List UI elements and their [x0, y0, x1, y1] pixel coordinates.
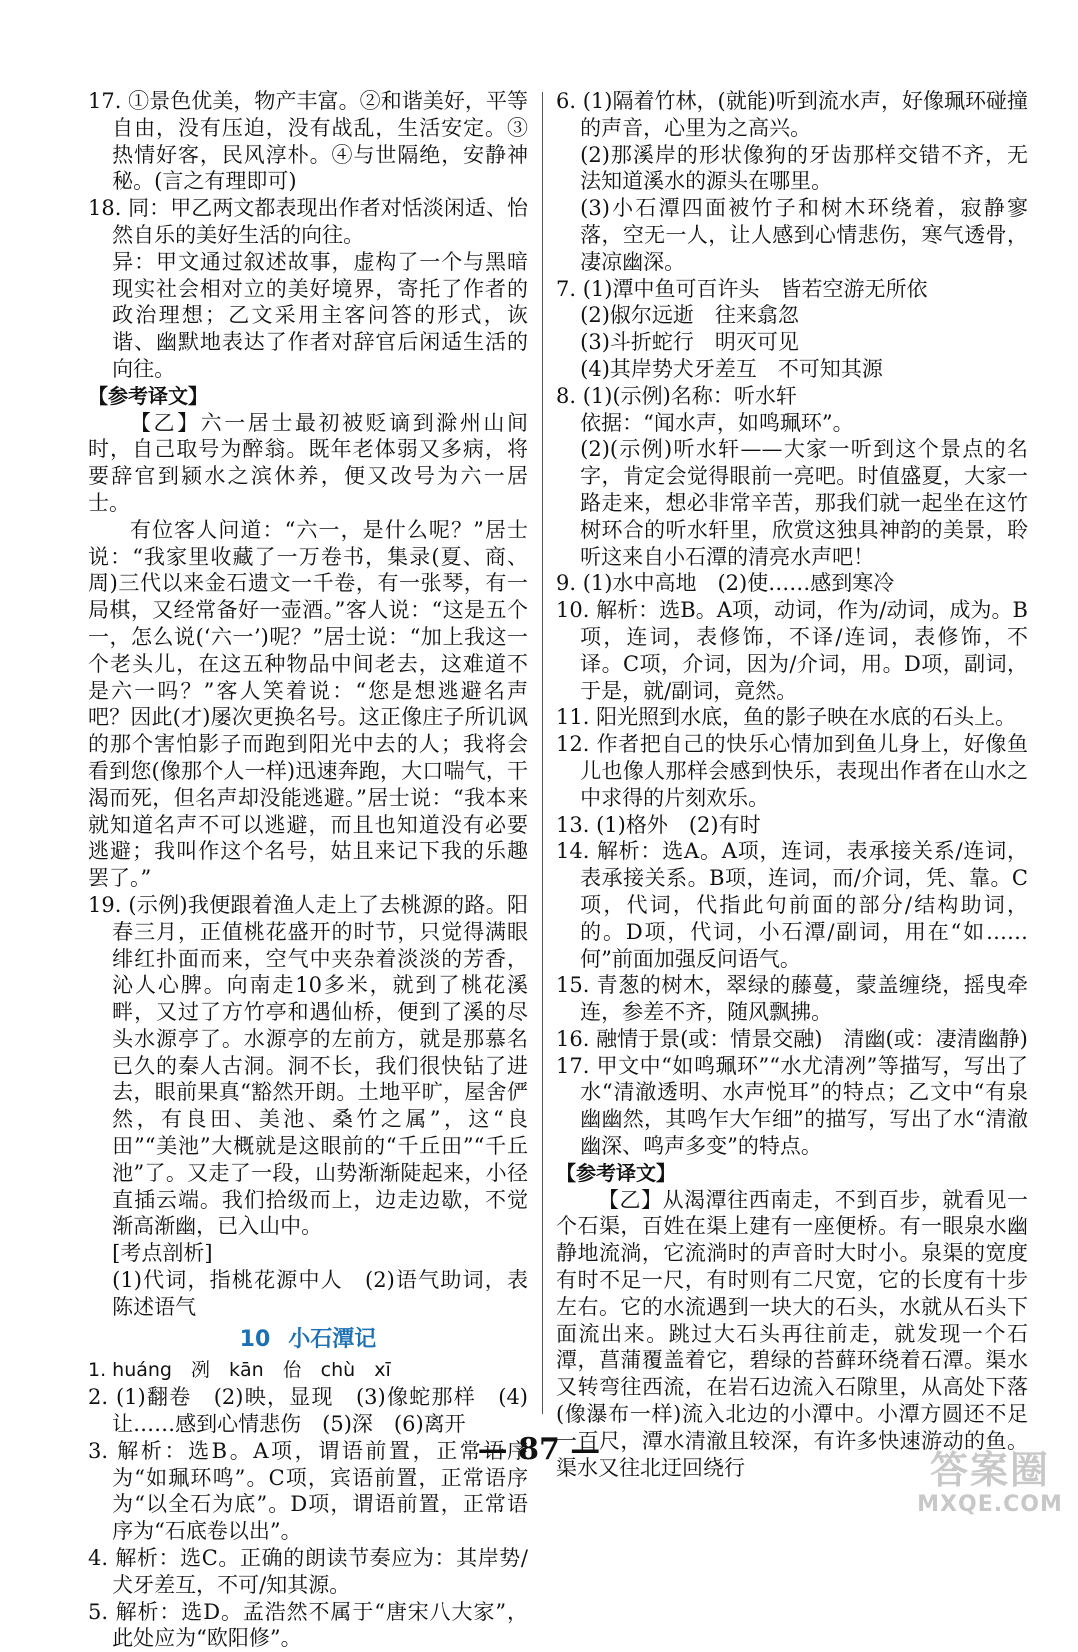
answer-1: 1. huáng 冽 kān 佁 chù xī	[88, 1359, 391, 1382]
translation-paragraph: 【乙】六一居士最初被贬谪到滁州山间时，自己取号为醉翁。既年老体弱又多病，将要辞官到颍水之滨休养，便又改号为六一居士。	[88, 410, 528, 515]
answer-7-2: (2)俶尔远逝 往来翕忽	[580, 303, 799, 328]
answer-11: 11. 阳光照到水底，鱼的影子映在水底的石头上。	[556, 705, 1017, 730]
right-column	[556, 88, 1028, 1481]
watermark-logo	[910, 1448, 1070, 1528]
answer-4: 4. 解析：选C。正确的朗读节奏应为：其岸势/犬牙差互，不可/知其源。	[88, 1546, 528, 1597]
answer-2: 2. (1)翻卷 (2)映，显现 (3)像蛇那样 (4)让……感到心情悲伤 (5)深 (6)离开	[88, 1385, 528, 1437]
translation-paragraph: 有位客人问道：“六一，是什么呢？”居士说：“我家里收藏了一万卷书，集录(夏、商、周)三代以来金石遗文一千卷，有一张琴，有一局棋，又经常备好一壶酒。”客人说：“这是五个一，怎么说(‘六一’)呢？”居士说：“加上我这一个老头儿，在这五种物品中间老去，这难道不是六一吗？”客人笑着说：“您是想逃避名声吧？因此(才)屡次更换名号。这正像庄子所讥讽的那个害怕影子而跑到阳光中去的人；我将会看到您(像那个人一样)迅速奔跑，大口喘气，干渴而死，但名声却没能逃避。”居士说：“我本来就知道名声不可以逃避，而且也知道没有必要逃避；我叫作这个名号，姑且来记下我的乐趣罢了。”	[88, 517, 528, 891]
reference-translation-heading: 【参考译文】	[556, 1160, 676, 1185]
answer-6: 6. (1)隔着竹林，(就能)听到流水声，好像珮环碰撞的声音，心里为之高兴。	[556, 89, 1028, 140]
left-column	[88, 88, 528, 1652]
analysis-heading: [考点剖析]	[112, 1241, 213, 1266]
watermark-text: 答案圈	[929, 1448, 1050, 1492]
answer-8: 8. (1)(示例)名称：听水轩	[556, 383, 797, 408]
answer-7-3: (3)斗折蛇行 明灭可见	[580, 330, 799, 355]
answer-3: 3. 解析：选B。A项，谓语前置，正常语序为“如珮环鸣”。C项，宾语前置，正常语序为“以全石为底”。D项，谓语前置，正常语序为“石底卷以出”。	[88, 1438, 528, 1544]
answer-8-basis: 依据：“闻水声，如鸣珮环”。	[580, 410, 854, 435]
answer-9: 9. (1)水中高地 (2)使……感到寒冷	[556, 571, 895, 596]
section-title	[88, 1327, 528, 1354]
column-divider	[542, 92, 543, 1414]
answer-6-2: (2)那溪岸的形状像狗的牙齿那样交错不齐，无法知道溪水的源头在哪里。	[580, 142, 1028, 194]
translation-paragraph: 【乙】从渴潭往西南走，不到百步，就看见一个石渠，百姓在渠上建有一座便桥。有一眼泉水幽静地流淌，它流淌时的声音时大时小。泉渠的宽度有时不足一尺，有时则有二尺宽，它的长度有十步左右。它的水流遇到一块大的石头，水就从石头下面流出来。跳过大石头再往前走，就发现一个石潭，菖蒲覆盖着它，碧绿的苔藓环绕着石潭。渠水又转弯往西流，在岩石边流入石隙里，从高处下落(像瀑布一样)流入北边的小潭中。小潭方圆还不足一百尺，潭水清澈且较深，有许多快速游动的鱼。渠水又往北迂回绕行	[556, 1187, 1028, 1480]
answer-16: 16. 融情于景(或：情景交融) 清幽(或：凄清幽静)	[556, 1026, 1028, 1051]
answer-12: 12. 作者把自己的快乐心情加到鱼儿身上，好像鱼儿也像人那样会感到快乐，表现出作者在山水之中求得的片刻欢乐。	[556, 732, 1028, 810]
answer-17: 17. ①景色优美，物产丰富。②和谐美好，平等自由，没有压迫，没有战乱，生活安定。③热情好客，民风淳朴。④与世隔绝，安静神秘。(言之有理即可)	[88, 89, 528, 194]
watermark-url: MXQE.COM	[917, 1492, 1063, 1517]
analysis-text: (1)代词，指桃花源中人 (2)语气助词，表陈述语气	[112, 1268, 528, 1319]
answer-14: 14. 解析：选A。A项，连词，表承接关系/连词，表承接关系。B项，连词，而/介词，凭、靠。C项，代词，代指此句前面的部分/结构助词，的。D项，代词，小石潭/副词，用在“如……何”前面加强反问语气。	[556, 839, 1028, 971]
section-name: 小石潭记	[288, 1326, 377, 1352]
answer-19: 19. (示例)我便跟着渔人走上了去桃源的路。阳春三月，正值桃花盛开的时节，只觉得满眼绯红扑面而来，空气中夹杂着淡淡的芳香，沁人心脾。向南走10多米，就到了桃花溪畔，又过了方竹亭和遇仙桥，便到了溪的尽头水源亭了。水源亭的左前方，就是那慕名已久的秦人古洞。洞不长，我们很快钻了进去，眼前果真“豁然开朗。土地平旷，屋舍俨然，有良田、美池、桑竹之属”，这“良田”“美池”大概就是这眼前的“千丘田”“千丘池”了。又走了一段，山势渐渐陡起来，小径直插云端。我们拾级而上，边走边歇，不觉渐高渐幽，已入山中。	[88, 892, 528, 1239]
answer-13: 13. (1)格外 (2)有时	[556, 812, 761, 837]
page-number: — 87 —	[477, 1432, 601, 1467]
answer-17-right: 17. 甲文中“如鸣珮环”“水尤清冽”等描写，写出了水“清澈透明、水声悦耳”的特点；乙文中“有泉幽幽然，其鸣乍大乍细”的描写，写出了水“清澈幽深、鸣声多变”的特点。	[556, 1053, 1028, 1159]
answer-18-diff: 异：甲文通过叙述故事，虚构了一个与黑暗现实社会相对立的美好境界，寄托了作者的政治理想；乙文采用主客问答的形式，诙谐、幽默地表达了作者对辞官后闲适生活的向往。	[112, 249, 528, 381]
answer-18: 18. 同：甲乙两文都表现出作者对恬淡闲适、怡然自乐的美好生活的向往。	[88, 196, 528, 247]
answer-6-3: (3)小石潭四面被竹子和树木环绕着，寂静寥落，空无一人，让人感到心情悲伤，寒气透骨，凄凉幽深。	[580, 196, 1028, 274]
answer-5: 5. 解析：选D。孟浩然不属于“唐宋八大家”，此处应为“欧阳修”。	[88, 1599, 528, 1651]
section-number: 10	[239, 1326, 271, 1352]
answer-15: 15. 青葱的树木，翠绿的藤蔓，蒙盖缠绕，摇曳牵连，参差不齐，随风飘拂。	[556, 973, 1028, 1025]
answer-7: 7. (1)潭中鱼可百许头 皆若空游无所依	[556, 276, 928, 301]
reference-translation-heading: 【参考译文】	[88, 383, 208, 408]
answer-10: 10. 解析：选B。A项，动词，作为/动词，成为。B项，连词，表修饰，不译/连词，表修饰，不译。C项，介词，因为/介词，用。D项，副词，于是，就/副词，竟然。	[556, 598, 1028, 703]
answer-8-2: (2)(示例)听水轩——大家一听到这个景点的名字，肯定会觉得眼前一亮吧。时值盛夏，大家一路走来，想必非常辛苦，那我们就一起坐在这竹树环合的听水轩里，欣赏这独具神韵的美景，聆听这来自小石潭的清亮水声吧！	[580, 437, 1028, 569]
answer-7-4: (4)其岸势犬牙差互 不可知其源	[580, 356, 883, 381]
